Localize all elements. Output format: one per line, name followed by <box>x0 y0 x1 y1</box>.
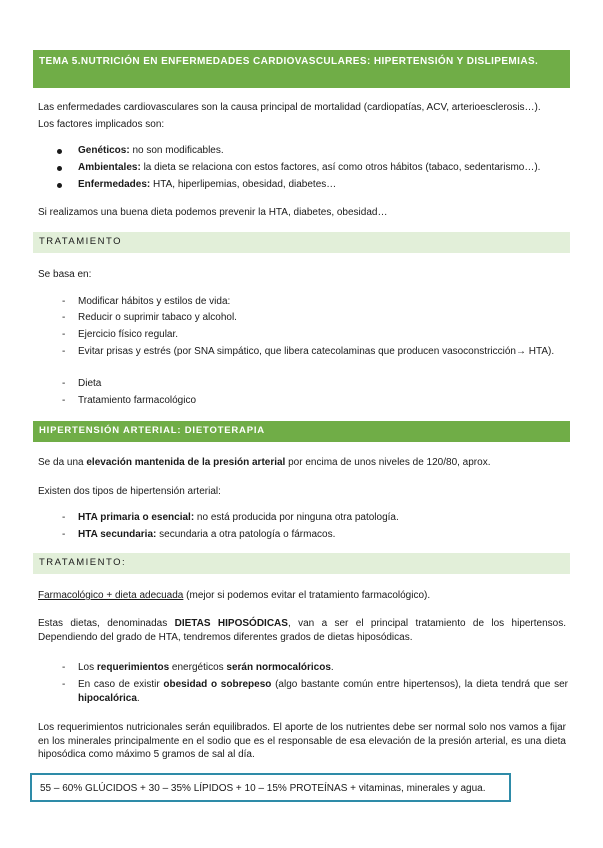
factor-text: HTA, hiperlipemias, obesidad, diabetes… <box>150 179 337 190</box>
dash-marker: - <box>62 296 66 307</box>
section3-paragraph-1: Farmacológico + dieta adecuada (mejor si podemos evitar el tratamiento farmacológico). <box>38 590 431 601</box>
list-item-text: Modificar hábitos y estilos de vida: <box>78 296 231 307</box>
section2-paragraph-2: Existen dos tipos de hipertensión arterial: <box>38 486 221 497</box>
section2-paragraph-1: Se da una elevación mantenida de la presión arterial por encima de unos niveles de 120/80, aprox. <box>38 457 491 468</box>
type-text: secundaria a otra patología o fármacos. <box>156 529 336 540</box>
section3-paragraph-2: Estas dietas, denominadas DIETAS HIPOSÓDICAS, van a ser el principal tratamiento de los hipertensos. Dependiendo del grado de HTA, tendremos diferentes grados de dietas hiposódicas. <box>38 618 567 643</box>
page-title: TEMA 5.NUTRICIÓN EN ENFERMEDADES CARDIOVASCULARES: HIPERTENSIÓN Y DISLIPEMIAS. <box>33 50 570 88</box>
factor-text: no son modificables. <box>129 145 224 156</box>
macronutrient-summary-box: 55 – 60% GLÚCIDOS + 30 – 35% LÍPIDOS + 10 – 15% PROTEÍNAS + vitaminas, minerales y agua. <box>30 773 511 802</box>
dash-marker: - <box>62 346 66 357</box>
list-item-text: Dieta <box>78 378 102 389</box>
dash-marker: - <box>62 329 66 340</box>
dash-marker: - <box>62 395 66 406</box>
prevention-text: Si realizamos una buena dieta podemos prevenir la HTA, diabetes, obesidad… <box>38 207 388 218</box>
factor-label: Genéticos: <box>78 145 130 156</box>
dash-marker: - <box>62 679 66 690</box>
type-label: HTA primaria o esencial: <box>78 512 195 523</box>
list-item-text: Reducir o suprimir tabaco y alcohol. <box>78 312 237 323</box>
type-label: HTA secundaria: <box>78 529 157 540</box>
type-text: no está producida por ninguna otra patología. <box>194 512 399 523</box>
list-item-text: Evitar prisas y estrés (por SNA simpático, que libera catecolaminas que producen vasoconstricción→ HTA). <box>78 346 555 357</box>
section1-intro: Se basa en: <box>38 269 92 280</box>
list-item-text: En caso de existir obesidad o sobrepeso (algo bastante común entre hipertensos), la dieta tendrá que ser hipocalórica. <box>78 679 568 704</box>
section-heading-tratamiento-2: TRATAMIENTO: <box>33 553 570 574</box>
factor-label: Ambientales: <box>78 162 141 173</box>
factor-label: Enfermedades: <box>78 179 151 190</box>
dash-marker: - <box>62 529 66 540</box>
dash-marker: - <box>62 512 66 523</box>
factor-text: la dieta se relaciona con estos factores, así como otros hábitos (tabaco, sedentarismo…). <box>140 162 541 173</box>
intro-line-2: Los factores implicados son: <box>38 119 165 130</box>
section3-paragraph-3: Los requerimientos nutricionales serán equilibrados. El aporte de los nutrientes debe ser normal solo nos vamos a fijar en los minerales principalmente en el sodio que es el responsable de esa elevación de la presión arterial, es una dieta hiposódica como máximo 5 gramos de sal al día. <box>38 722 566 760</box>
list-item-text: Ejercicio físico regular. <box>78 329 179 340</box>
dash-marker: - <box>62 662 66 673</box>
section-heading-hipertension: HIPERTENSIÓN ARTERIAL: DIETOTERAPIA <box>33 421 570 442</box>
dash-marker: - <box>62 312 66 323</box>
list-item-text: Tratamiento farmacológico <box>78 395 197 406</box>
section-heading-tratamiento: TRATAMIENTO <box>33 232 570 253</box>
intro-line-1: Las enfermedades cardiovasculares son la causa principal de mortalidad (cardiopatías, ACV, arterioesclerosis…). <box>38 102 541 113</box>
dash-marker: - <box>62 378 66 389</box>
list-item-text: Los requerimientos energéticos serán normocalóricos. <box>78 662 334 673</box>
